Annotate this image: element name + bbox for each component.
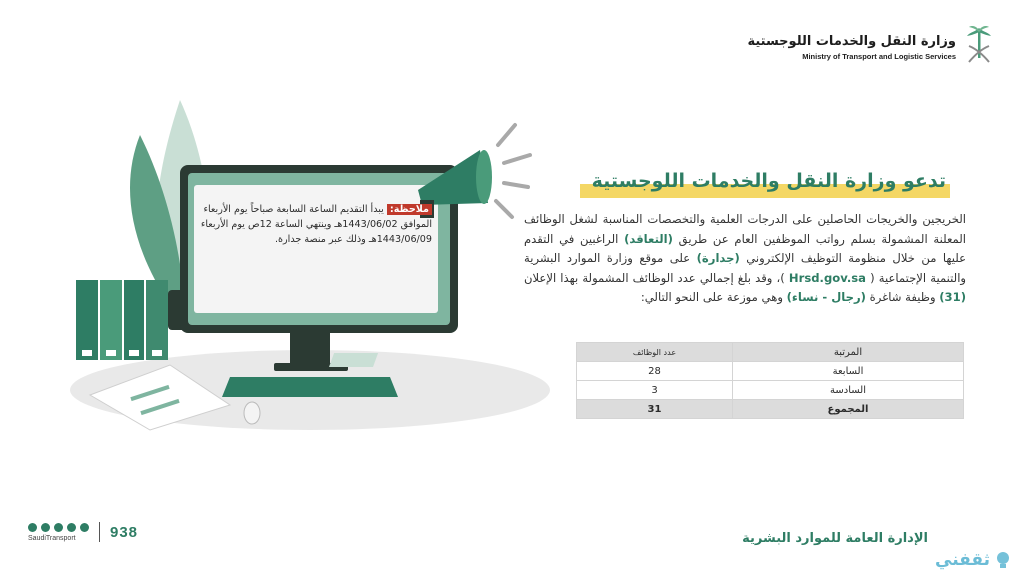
para-part-2: الراغبين في التقدم عليها من خلال منظومة التوظيف الإلكتروني	[524, 231, 967, 265]
binder-label	[106, 350, 116, 356]
para-part-5: وظيفة شاغرة	[869, 290, 936, 304]
binder-label	[152, 350, 162, 356]
note-label: ملاحظة:	[387, 204, 432, 215]
megaphone-bell	[476, 150, 492, 204]
para-part-4: )، وقد بلغ إجمالي عدد الوظائف المشمولة بهذا الإعلان	[524, 270, 785, 285]
job-count: (31)	[939, 290, 966, 304]
contract-term: (التعاقد)	[624, 231, 673, 246]
ministry-logo	[747, 24, 994, 70]
page-title: تدعو وزارة النقل والخدمات اللوجستية	[591, 170, 946, 192]
divider	[99, 522, 100, 542]
announcement-paragraph	[524, 210, 966, 308]
sound-line	[498, 125, 515, 145]
card-stack	[329, 353, 378, 367]
social-handle: SaudiTransport	[28, 534, 76, 542]
table-total-value: 31	[577, 400, 733, 419]
keyboard	[222, 377, 398, 397]
lightbulb-icon	[994, 550, 1012, 570]
logo-english-name: Ministry of Transport and Logistic Services	[802, 51, 956, 61]
binder-label	[82, 350, 92, 356]
table-row	[577, 362, 964, 381]
screen-note	[194, 202, 432, 247]
hotline-number: 938	[110, 523, 139, 541]
youtube-icon[interactable]	[28, 523, 37, 532]
instagram-icon[interactable]	[54, 523, 63, 532]
note-text: يبدأ التقديم الساعة السابعة صباحاً يوم الأربعاء الموافق 1443/06/02هـ وينتهي الساعة 12ص يوم الأربعاء 1443/06/09هـ وذلك عبر منصة جدارة.	[200, 204, 432, 245]
website-link[interactable]: Hrsd.gov.sa	[788, 270, 866, 285]
table-header-count: عدد الوظائف	[577, 343, 733, 362]
table-header-row	[577, 343, 964, 362]
sound-line	[504, 183, 528, 187]
jadara-term: (جدارة)	[696, 251, 740, 265]
monitor-neck	[290, 333, 330, 365]
binder	[76, 280, 98, 360]
para-part-6: وهي موزعة على النحو التالي:	[640, 290, 783, 304]
binder-label	[129, 350, 139, 356]
table-cell-count: 3	[577, 381, 733, 400]
table-cell-rank: السابعة	[733, 362, 964, 381]
binder	[124, 280, 144, 360]
social-icons	[28, 523, 89, 532]
logo-arabic-name: وزارة النقل والخدمات اللوجستية	[747, 33, 956, 49]
sound-line	[496, 201, 512, 217]
department-name: الإدارة العامة للموارد البشرية	[742, 531, 928, 546]
social-block	[28, 523, 89, 542]
table-cell-rank: السادسة	[733, 381, 964, 400]
jobs-table	[576, 342, 964, 419]
watermark	[935, 550, 1012, 570]
watermark-text: ثقفني	[935, 550, 990, 570]
table-total-label: المجموع	[733, 400, 964, 419]
para-part-3: على موقع وزارة الموارد البشرية والتنمية الإجتماعية (	[524, 251, 967, 285]
binder	[146, 280, 168, 360]
binder	[100, 280, 122, 360]
snapchat-icon[interactable]	[67, 523, 76, 532]
table-cell-count: 28	[577, 362, 733, 381]
mouse	[244, 402, 260, 424]
twitter-icon[interactable]	[80, 523, 89, 532]
gender-term: (رجال - نساء)	[786, 290, 866, 304]
table-total-row	[577, 400, 964, 419]
social-bar	[28, 522, 138, 542]
table-header-rank: المرتبة	[733, 343, 964, 362]
palm-swords-emblem-icon	[964, 24, 994, 70]
computer-illustration	[60, 95, 580, 435]
para-part-1: الخريجين والخريجات الحاصلين على الدرجات العلمية والتخصصات المناسبة لشغل الوظائف المعلنة المشمولة بسلم رواتب الموظفين العام عن طريق	[524, 212, 967, 246]
facebook-icon[interactable]	[41, 523, 50, 532]
sound-line	[504, 155, 530, 163]
table-row	[577, 381, 964, 400]
